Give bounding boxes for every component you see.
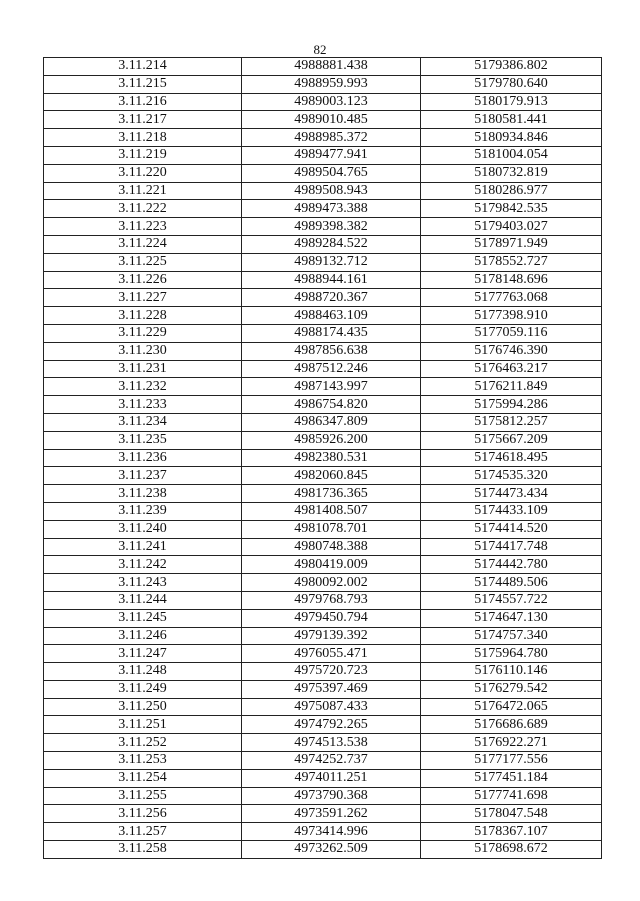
x-coordinate-cell: 4980092.002: [242, 574, 421, 592]
y-coordinate-cell: 5176686.689: [421, 716, 602, 734]
y-coordinate-cell: 5174535.320: [421, 467, 602, 485]
table-row: [44, 520, 602, 538]
table-row: [44, 574, 602, 592]
y-coordinate-cell: 5178971.949: [421, 235, 602, 253]
y-coordinate-cell: 5177398.910: [421, 307, 602, 325]
table-row: [44, 805, 602, 823]
y-coordinate-cell: 5177451.184: [421, 769, 602, 787]
y-coordinate-cell: 5176279.542: [421, 680, 602, 698]
table-row: [44, 698, 602, 716]
table-row: [44, 663, 602, 681]
x-coordinate-cell: 4988985.372: [242, 129, 421, 147]
point-id-cell: 3.11.247: [44, 645, 242, 663]
point-id-cell: 3.11.239: [44, 502, 242, 520]
point-id-cell: 3.11.240: [44, 520, 242, 538]
x-coordinate-cell: 4980419.009: [242, 556, 421, 574]
table-row: [44, 734, 602, 752]
x-coordinate-cell: 4979139.392: [242, 627, 421, 645]
x-coordinate-cell: 4988720.367: [242, 289, 421, 307]
x-coordinate-cell: 4989477.941: [242, 146, 421, 164]
point-id-cell: 3.11.238: [44, 485, 242, 503]
point-id-cell: 3.11.252: [44, 734, 242, 752]
y-coordinate-cell: 5174442.780: [421, 556, 602, 574]
x-coordinate-cell: 4985926.200: [242, 431, 421, 449]
x-coordinate-cell: 4989132.712: [242, 253, 421, 271]
table-row: [44, 129, 602, 147]
y-coordinate-cell: 5180179.913: [421, 93, 602, 111]
y-coordinate-cell: 5174647.130: [421, 609, 602, 627]
y-coordinate-cell: 5177741.698: [421, 787, 602, 805]
y-coordinate-cell: 5176463.217: [421, 360, 602, 378]
y-coordinate-cell: 5179386.802: [421, 58, 602, 76]
y-coordinate-cell: 5178047.548: [421, 805, 602, 823]
point-id-cell: 3.11.251: [44, 716, 242, 734]
table-row: [44, 218, 602, 236]
table-row: [44, 502, 602, 520]
point-id-cell: 3.11.258: [44, 841, 242, 859]
y-coordinate-cell: 5178552.727: [421, 253, 602, 271]
table-row: [44, 378, 602, 396]
table-row: [44, 58, 602, 76]
point-id-cell: 3.11.241: [44, 538, 242, 556]
x-coordinate-cell: 4989508.943: [242, 182, 421, 200]
x-coordinate-cell: 4976055.471: [242, 645, 421, 663]
table-row: [44, 271, 602, 289]
point-id-cell: 3.11.233: [44, 396, 242, 414]
table-row: [44, 627, 602, 645]
point-id-cell: 3.11.250: [44, 698, 242, 716]
x-coordinate-cell: 4989473.388: [242, 200, 421, 218]
x-coordinate-cell: 4989504.765: [242, 164, 421, 182]
table-row: [44, 342, 602, 360]
y-coordinate-cell: 5175994.286: [421, 396, 602, 414]
point-id-cell: 3.11.220: [44, 164, 242, 182]
y-coordinate-cell: 5174417.748: [421, 538, 602, 556]
x-coordinate-cell: 4981736.365: [242, 485, 421, 503]
x-coordinate-cell: 4974792.265: [242, 716, 421, 734]
table-row: [44, 93, 602, 111]
table-row: [44, 680, 602, 698]
point-id-cell: 3.11.255: [44, 787, 242, 805]
point-id-cell: 3.11.218: [44, 129, 242, 147]
x-coordinate-cell: 4989398.382: [242, 218, 421, 236]
y-coordinate-cell: 5178148.696: [421, 271, 602, 289]
table-row: [44, 591, 602, 609]
point-id-cell: 3.11.236: [44, 449, 242, 467]
x-coordinate-cell: 4979450.794: [242, 609, 421, 627]
y-coordinate-cell: 5177177.556: [421, 752, 602, 770]
point-id-cell: 3.11.254: [44, 769, 242, 787]
point-id-cell: 3.11.256: [44, 805, 242, 823]
point-id-cell: 3.11.221: [44, 182, 242, 200]
x-coordinate-cell: 4980748.388: [242, 538, 421, 556]
point-id-cell: 3.11.248: [44, 663, 242, 681]
point-id-cell: 3.11.244: [44, 591, 242, 609]
point-id-cell: 3.11.231: [44, 360, 242, 378]
x-coordinate-cell: 4988881.438: [242, 58, 421, 76]
y-coordinate-cell: 5180732.819: [421, 164, 602, 182]
y-coordinate-cell: 5179842.535: [421, 200, 602, 218]
point-id-cell: 3.11.224: [44, 235, 242, 253]
y-coordinate-cell: 5176110.146: [421, 663, 602, 681]
table-row: [44, 396, 602, 414]
y-coordinate-cell: 5174414.520: [421, 520, 602, 538]
table-row: [44, 538, 602, 556]
y-coordinate-cell: 5174489.506: [421, 574, 602, 592]
point-id-cell: 3.11.216: [44, 93, 242, 111]
table-row: [44, 360, 602, 378]
y-coordinate-cell: 5178698.672: [421, 841, 602, 859]
y-coordinate-cell: 5177763.068: [421, 289, 602, 307]
point-id-cell: 3.11.215: [44, 75, 242, 93]
point-id-cell: 3.11.246: [44, 627, 242, 645]
table-row: [44, 431, 602, 449]
x-coordinate-cell: 4987143.997: [242, 378, 421, 396]
table-row: [44, 787, 602, 805]
point-id-cell: 3.11.222: [44, 200, 242, 218]
x-coordinate-cell: 4988959.993: [242, 75, 421, 93]
x-coordinate-cell: 4979768.793: [242, 591, 421, 609]
x-coordinate-cell: 4981408.507: [242, 502, 421, 520]
table-row: [44, 413, 602, 431]
point-id-cell: 3.11.245: [44, 609, 242, 627]
table-row: [44, 75, 602, 93]
point-id-cell: 3.11.219: [44, 146, 242, 164]
point-id-cell: 3.11.237: [44, 467, 242, 485]
table-row: [44, 146, 602, 164]
table-row: [44, 111, 602, 129]
point-id-cell: 3.11.227: [44, 289, 242, 307]
x-coordinate-cell: 4987512.246: [242, 360, 421, 378]
x-coordinate-cell: 4988174.435: [242, 324, 421, 342]
y-coordinate-cell: 5180286.977: [421, 182, 602, 200]
point-id-cell: 3.11.257: [44, 823, 242, 841]
x-coordinate-cell: 4981078.701: [242, 520, 421, 538]
x-coordinate-cell: 4974011.251: [242, 769, 421, 787]
table-row: [44, 449, 602, 467]
x-coordinate-cell: 4973262.509: [242, 841, 421, 859]
table-row: [44, 841, 602, 859]
point-id-cell: 3.11.229: [44, 324, 242, 342]
y-coordinate-cell: 5175667.209: [421, 431, 602, 449]
table-row: [44, 716, 602, 734]
table-row: [44, 485, 602, 503]
table-row: [44, 645, 602, 663]
point-id-cell: 3.11.214: [44, 58, 242, 76]
y-coordinate-cell: 5178367.107: [421, 823, 602, 841]
x-coordinate-cell: 4982060.845: [242, 467, 421, 485]
point-id-cell: 3.11.223: [44, 218, 242, 236]
x-coordinate-cell: 4974252.737: [242, 752, 421, 770]
coordinates-table-body: [44, 58, 602, 859]
y-coordinate-cell: 5180934.846: [421, 129, 602, 147]
coordinates-table: [43, 57, 602, 859]
point-id-cell: 3.11.234: [44, 413, 242, 431]
point-id-cell: 3.11.232: [44, 378, 242, 396]
y-coordinate-cell: 5176211.849: [421, 378, 602, 396]
x-coordinate-cell: 4988944.161: [242, 271, 421, 289]
x-coordinate-cell: 4988463.109: [242, 307, 421, 325]
y-coordinate-cell: 5181004.054: [421, 146, 602, 164]
table-row: [44, 324, 602, 342]
page-number: 82: [313, 42, 327, 57]
point-id-cell: 3.11.249: [44, 680, 242, 698]
y-coordinate-cell: 5174618.495: [421, 449, 602, 467]
table-row: [44, 556, 602, 574]
x-coordinate-cell: 4987856.638: [242, 342, 421, 360]
y-coordinate-cell: 5180581.441: [421, 111, 602, 129]
table-row: [44, 307, 602, 325]
point-id-cell: 3.11.243: [44, 574, 242, 592]
x-coordinate-cell: 4975397.469: [242, 680, 421, 698]
y-coordinate-cell: 5176746.390: [421, 342, 602, 360]
x-coordinate-cell: 4973414.996: [242, 823, 421, 841]
x-coordinate-cell: 4975720.723: [242, 663, 421, 681]
y-coordinate-cell: 5174433.109: [421, 502, 602, 520]
table-row: [44, 253, 602, 271]
x-coordinate-cell: 4986754.820: [242, 396, 421, 414]
point-id-cell: 3.11.242: [44, 556, 242, 574]
table-row: [44, 182, 602, 200]
y-coordinate-cell: 5174473.434: [421, 485, 602, 503]
point-id-cell: 3.11.228: [44, 307, 242, 325]
x-coordinate-cell: 4973790.368: [242, 787, 421, 805]
y-coordinate-cell: 5174757.340: [421, 627, 602, 645]
table-row: [44, 609, 602, 627]
y-coordinate-cell: 5179403.027: [421, 218, 602, 236]
x-coordinate-cell: 4973591.262: [242, 805, 421, 823]
table-row: [44, 769, 602, 787]
x-coordinate-cell: 4986347.809: [242, 413, 421, 431]
table-row: [44, 467, 602, 485]
x-coordinate-cell: 4989284.522: [242, 235, 421, 253]
point-id-cell: 3.11.225: [44, 253, 242, 271]
table-row: [44, 235, 602, 253]
table-row: [44, 823, 602, 841]
x-coordinate-cell: 4989003.123: [242, 93, 421, 111]
table-row: [44, 752, 602, 770]
y-coordinate-cell: 5177059.116: [421, 324, 602, 342]
point-id-cell: 3.11.230: [44, 342, 242, 360]
y-coordinate-cell: 5175964.780: [421, 645, 602, 663]
x-coordinate-cell: 4989010.485: [242, 111, 421, 129]
table-row: [44, 289, 602, 307]
point-id-cell: 3.11.235: [44, 431, 242, 449]
point-id-cell: 3.11.253: [44, 752, 242, 770]
table-row: [44, 164, 602, 182]
y-coordinate-cell: 5179780.640: [421, 75, 602, 93]
x-coordinate-cell: 4975087.433: [242, 698, 421, 716]
y-coordinate-cell: 5176922.271: [421, 734, 602, 752]
point-id-cell: 3.11.217: [44, 111, 242, 129]
x-coordinate-cell: 4982380.531: [242, 449, 421, 467]
table-row: [44, 200, 602, 218]
y-coordinate-cell: 5176472.065: [421, 698, 602, 716]
point-id-cell: 3.11.226: [44, 271, 242, 289]
y-coordinate-cell: 5175812.257: [421, 413, 602, 431]
x-coordinate-cell: 4974513.538: [242, 734, 421, 752]
y-coordinate-cell: 5174557.722: [421, 591, 602, 609]
